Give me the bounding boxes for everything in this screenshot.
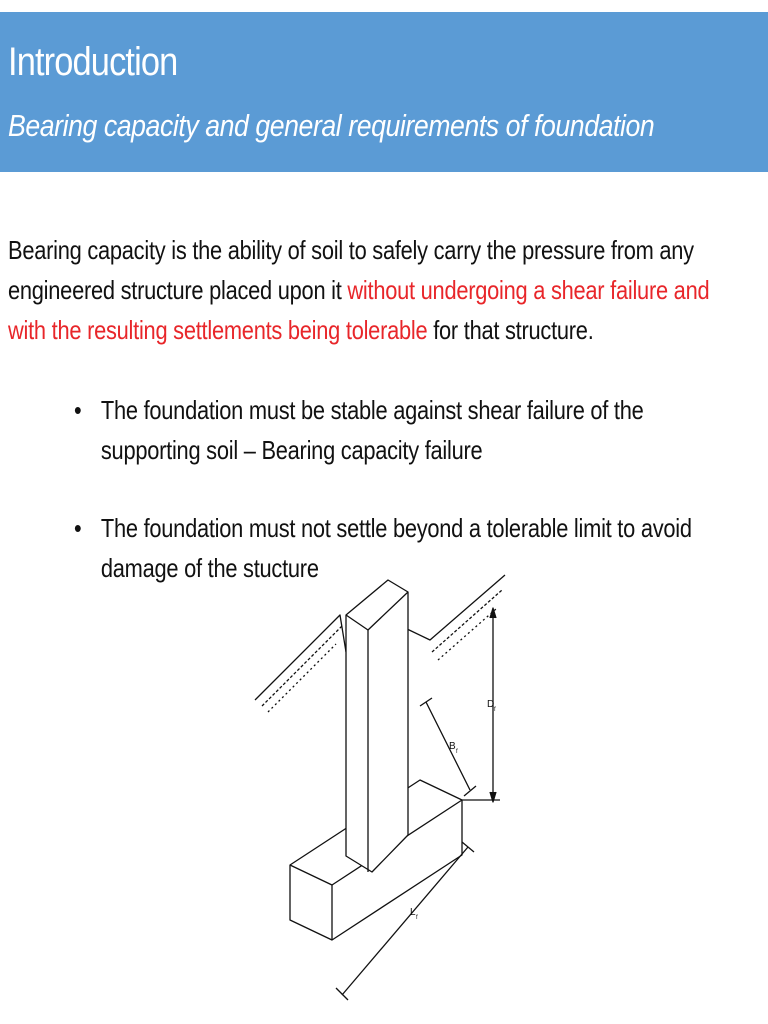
list-item [74, 390, 712, 470]
list-item-text: The foundation must not settle beyond a tolerable limit to avoid damage of the stucture [100, 513, 692, 583]
length-label: L [410, 907, 416, 918]
slide-title: Introduction [8, 40, 178, 84]
length-label-subscript: f [416, 915, 418, 921]
intro-paragraph [8, 230, 747, 350]
depth-label-subscript: f [494, 707, 496, 713]
bullet-icon: • [74, 395, 82, 425]
column [346, 580, 408, 872]
width-dimension [420, 698, 476, 796]
intro-text-start: Bearing capacity is the ability of soil to safely carry the pressure from any engineered structure placed upon it [8, 235, 694, 305]
slide-subtitle: Bearing capacity and general requirements of foundation [8, 108, 655, 143]
width-label: B [449, 741, 456, 752]
footing-diagram [240, 565, 530, 1005]
depth-label: D [487, 699, 495, 710]
list-item-text: The foundation must be stable against shear failure of the supporting soil – Bearing capacity failure [100, 395, 644, 465]
depth-dimension [462, 608, 500, 802]
width-label-subscript: f [456, 749, 458, 755]
intro-highlight: without undergoing a shear failure and with the resulting settlements being tolerable [8, 275, 710, 345]
intro-text-end: for that structure. [427, 315, 594, 345]
slide-header [0, 12, 768, 172]
bullet-icon: • [74, 513, 82, 543]
